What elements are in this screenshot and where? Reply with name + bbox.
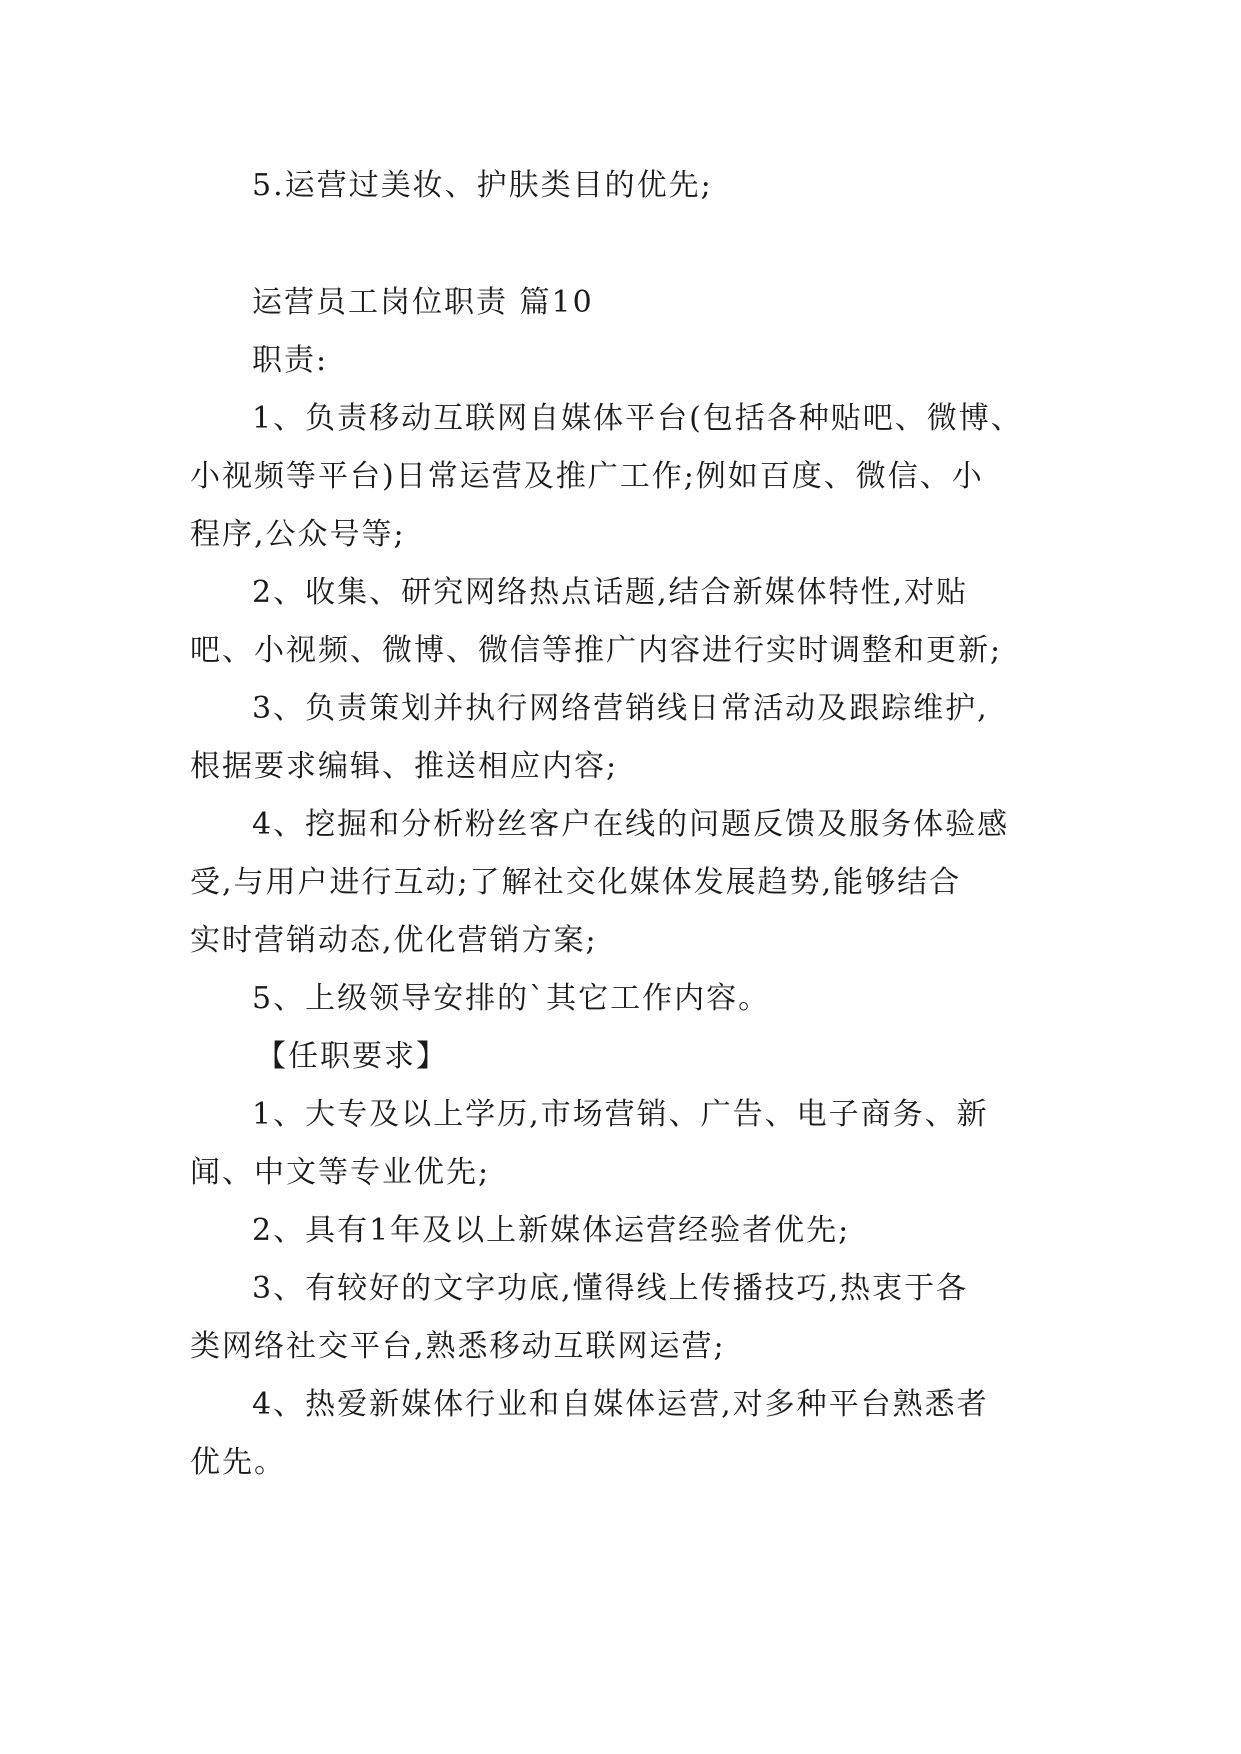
text-line: 闻、中文等专业优先; [190, 1155, 491, 1190]
text-line: 小视频等平台)日常运营及推广工作;例如百度、微信、小 [190, 459, 984, 494]
text-line: 5、上级领导安排的`其它工作内容。 [252, 981, 771, 1016]
text-line: 1、负责移动互联网自媒体平台(包括各种贴吧、微博、 [252, 401, 1023, 436]
text-line: 2、收集、研究网络热点话题,结合新媒体特性,对贴 [252, 575, 969, 610]
text-line: 类网络社交平台,熟悉移动互联网运营; [190, 1329, 726, 1364]
text-line: 程序,公众号等; [190, 517, 406, 552]
text-line: 优先。 [190, 1445, 286, 1480]
text-line: 根据要求编辑、推送相应内容; [190, 749, 619, 784]
text-line: 3、负责策划并执行网络营销线日常活动及跟踪维护, [252, 691, 989, 726]
text-line: 职责: [252, 343, 329, 378]
text-line: 实时营销动态,优化营销方案; [190, 923, 598, 958]
requirements-heading: 【任职要求】 [256, 1039, 448, 1074]
text-line: 4、热爱新媒体行业和自媒体运营,对多种平台熟悉者 [252, 1387, 989, 1422]
text-line: 5.运营过美妆、护肤类目的优先; [252, 168, 713, 203]
text-line: 3、有较好的文字功底,懂得线上传播技巧,热衷于各 [252, 1271, 969, 1306]
section-heading: 运营员工岗位职责 篇10 [252, 285, 594, 320]
text-line: 吧、小视频、微博、微信等推广内容进行实时调整和更新; [190, 633, 1003, 668]
text-line: 1、大专及以上学历,市场营销、广告、电子商务、新 [252, 1097, 989, 1132]
text-line: 4、挖掘和分析粉丝客户在线的问题反馈及服务体验感 [252, 807, 1010, 842]
text-line: 受,与用户进行互动;了解社交化媒体发展趋势,能够结合 [190, 865, 962, 900]
text-line: 2、具有1年及以上新媒体运营经验者优先; [252, 1213, 851, 1248]
